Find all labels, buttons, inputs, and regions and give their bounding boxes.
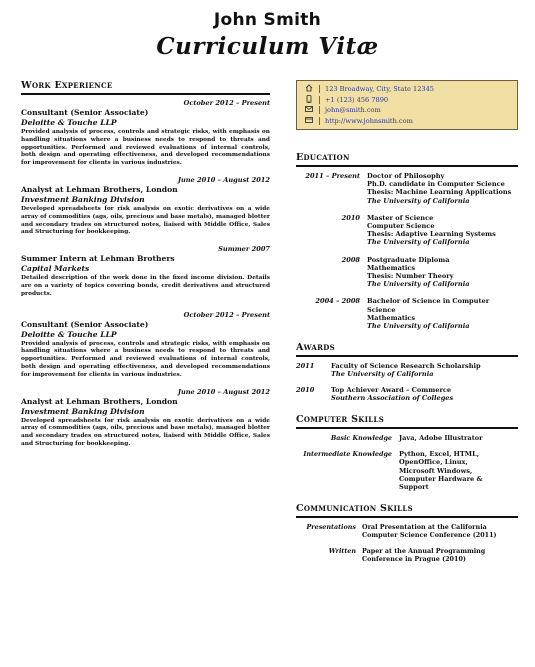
work-description: Provided analysis of process, controls and strategic risks, with emphasis on handling situations where a business needs to respond to threats and opportunities. Performed and reviewed evaluations of internal controls, both design and operating effectiveness, and developed recommendations for improvement for clients in various industries. <box>21 340 270 378</box>
award-entry <box>296 362 518 378</box>
education-degree: Doctor of Philosophy <box>367 172 445 180</box>
education-heading: Education <box>296 152 518 167</box>
work-date: June 2010 – August 2012 <box>177 387 270 396</box>
education-details <box>367 172 511 205</box>
contact-website-row <box>303 116 512 127</box>
skill-line: OpenOffice, Linux, <box>399 458 468 467</box>
communication-line: Computer Science Conference (2011) <box>362 531 497 540</box>
work-description: Detailed description of the work done in the fixed income division. Details are on a variety of topics covering bonds, credit derivatives and structured products. <box>21 275 270 297</box>
education-date: 2004 – 2008 <box>315 297 360 306</box>
award-date: 2011 <box>296 362 315 371</box>
contact-phone-row <box>303 95 512 106</box>
work-role: Consultant (Senior Associate) <box>21 319 149 329</box>
work-entry <box>21 245 270 298</box>
work-description: Developed spreadsheets for risk analysis on exotic derivatives on a wide array of commodities (ags, oils, precious and base metals), managed blotter and secondary trades on structured notes, liaised with Middle Office, Sales and Structuring for bookkeeping. <box>21 417 270 447</box>
sidebar-column <box>296 80 518 563</box>
education-details <box>367 256 469 289</box>
award-title: Top Achiever Award – Commerce <box>331 385 452 394</box>
skill-level: Basic Knowledge <box>330 434 392 443</box>
education-date: 2010 <box>341 213 360 222</box>
contact-address-row <box>303 84 512 95</box>
work-entry <box>21 176 270 237</box>
applicant-name: John Smith <box>213 10 322 30</box>
education-entry <box>296 172 518 205</box>
skill-entry <box>296 434 518 442</box>
skill-line: Microsoft Windows, <box>399 466 473 475</box>
education-date: 2008 <box>341 255 360 264</box>
education-date: 2011 – Present <box>305 172 360 180</box>
communication-line: Paper at the Annual Programming <box>362 546 486 555</box>
work-entry <box>21 388 270 449</box>
communication-line: Conference in Prague (2010) <box>362 554 466 563</box>
contact-email[interactable]: john@smith.com <box>325 106 381 114</box>
award-details <box>331 362 481 378</box>
globe-icon <box>303 116 314 126</box>
award-institution: Southern Association of Colleges <box>331 393 454 402</box>
communication-details <box>362 523 497 539</box>
education-line: Ph.D. candidate in Computer Science <box>367 180 505 189</box>
work-company: Deloitte & Touche LLP <box>21 118 117 127</box>
document-subtitle: Curriculum Vitæ <box>156 33 379 60</box>
award-title: Faculty of Science Research Scholarship <box>331 362 481 371</box>
work-description: Developed spreadsheets for risk analysis on exotic derivatives on a wide array of commodities (ags, oils, precious and base metals), managed blotter and secondary trades on structured notes, liaised with Middle Office, Sales and Structuring for bookkeeping. <box>21 205 270 236</box>
communication-skills-heading: Communication Skills <box>296 503 518 518</box>
communication-entry <box>296 547 518 563</box>
education-line: Thesis: Machine Learning Applications <box>367 188 512 197</box>
contact-separator <box>319 85 320 93</box>
work-company: Capital Markets <box>21 264 90 274</box>
communication-type: Presentations <box>306 523 356 532</box>
education-institution: The University of California <box>367 280 470 289</box>
contact-box <box>296 80 518 130</box>
work-role: Analyst at Lehman Brothers, London <box>21 396 178 406</box>
skill-line: Computer Hardware & <box>399 474 483 483</box>
award-entry <box>296 386 518 402</box>
communication-line: Oral Presentation at the California <box>362 523 487 532</box>
work-description: Provided analysis of process, controls and strategic risks, with emphasis on handling situations where a business needs to respond to threats and opportunities. Performed and reviewed evaluations of internal controls, both design and operating effectiveness, and developed recommendations for improvement for clients in various industries. <box>21 129 270 167</box>
education-details <box>367 214 496 247</box>
work-company: Deloitte & Touche LLP <box>21 329 117 339</box>
contact-phone: +1 (123) 456 7890 <box>325 95 389 104</box>
work-entry <box>21 99 270 168</box>
education-line: Mathematics <box>367 263 416 272</box>
award-institution: The University of California <box>331 370 434 379</box>
education-line: Thesis: Adaptive Learning Systems <box>367 230 496 239</box>
education-degree: Postgraduate Diploma <box>367 255 450 264</box>
work-role: Summer Intern at Lehman Brothers <box>21 254 175 264</box>
skill-line: Python, Excel, HTML, <box>399 450 480 459</box>
work-date: June 2010 – August 2012 <box>177 175 270 184</box>
contact-separator <box>319 96 320 104</box>
skill-line: Java, Adobe Illustrator <box>399 434 483 443</box>
work-experience-heading: Work Experience <box>21 80 270 95</box>
work-experience-column <box>21 80 270 449</box>
work-date: October 2012 – Present <box>183 99 270 107</box>
education-line: Computer Science <box>367 222 435 231</box>
skill-entry <box>296 450 518 491</box>
skill-details <box>399 450 483 491</box>
work-company: Investment Banking Division <box>21 406 145 416</box>
envelope-icon <box>303 105 314 115</box>
education-details <box>367 297 518 330</box>
education-entry <box>296 256 518 289</box>
education-institution: The University of California <box>367 238 470 247</box>
contact-address: 123 Broadway, City, State 12345 <box>325 85 434 93</box>
work-date: Summer 2007 <box>218 245 270 254</box>
education-institution: The University of California <box>367 322 470 331</box>
computer-skills-heading: Computer Skills <box>296 414 518 429</box>
work-entry <box>21 311 270 380</box>
work-role: Analyst at Lehman Brothers, London <box>21 184 178 194</box>
education-degree: Bachelor of Science in Computer Science <box>367 297 490 314</box>
education-degree: Master of Science <box>367 213 434 222</box>
skill-details <box>399 434 483 442</box>
work-date: October 2012 – Present <box>183 310 270 319</box>
communication-type: Written <box>328 546 356 555</box>
phone-icon <box>303 95 314 105</box>
communication-entry <box>296 523 518 539</box>
communication-details <box>362 547 485 563</box>
contact-separator <box>319 117 320 125</box>
education-entry <box>296 297 518 330</box>
contact-separator <box>319 106 320 114</box>
contact-website[interactable]: http://www.johnsmith.com <box>325 116 413 125</box>
house-icon <box>303 84 314 94</box>
education-line: Thesis: Number Theory <box>367 272 454 281</box>
education-entry <box>296 214 518 247</box>
work-role: Consultant (Senior Associate) <box>21 108 149 117</box>
awards-heading: Awards <box>296 342 518 357</box>
work-company: Investment Banking Division <box>21 194 145 204</box>
contact-email-row <box>303 105 512 116</box>
skill-level: Intermediate Knowledge <box>303 450 392 459</box>
education-line: Mathematics <box>367 313 416 322</box>
award-details <box>331 386 453 402</box>
education-institution: The University of California <box>367 196 470 205</box>
skill-line: Support <box>399 483 429 492</box>
award-date: 2010 <box>296 385 315 394</box>
